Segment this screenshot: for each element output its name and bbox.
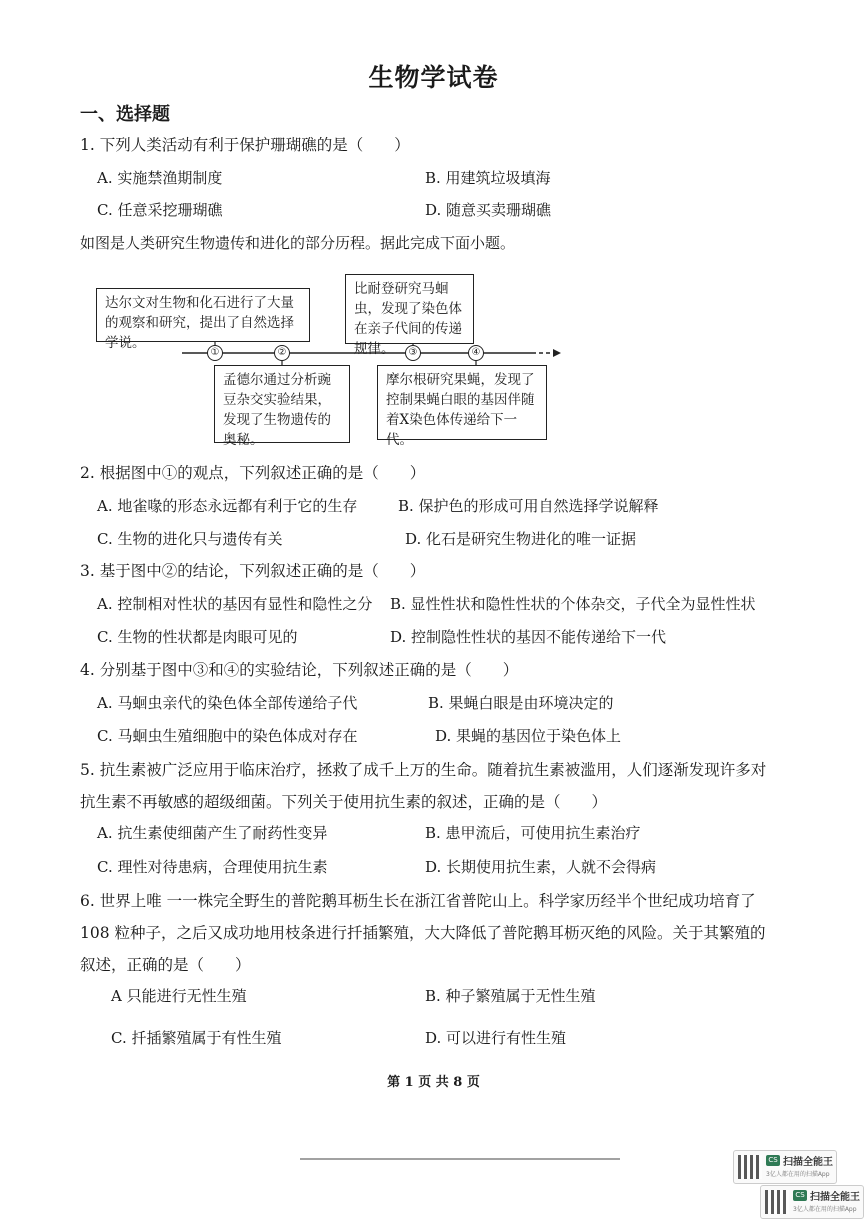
q2-option-c: C. 生物的进化只与遗传有关 [97, 530, 283, 548]
question-2-stem: 2. 根据图中①的观点，下列叙述正确的是（ ） [80, 464, 426, 482]
q6-option-c: C. 扦插繁殖属于有性生殖 [111, 1029, 282, 1047]
q5-option-b: B. 患甲流后，可使用抗生素治疗 [425, 824, 641, 842]
timeline-box-darwin: 达尔文对生物和化石进行了大量的观察和研究，提出了自然选择学说。 [96, 288, 310, 342]
page-title: 生物学试卷 [368, 63, 499, 92]
marker-3: ③ [405, 345, 421, 361]
question-3-stem: 3. 基于图中②的结论，下列叙述正确的是（ ） [80, 562, 426, 580]
q3-option-b: B. 显性性状和隐性性状的个体杂交，子代全为显性性状 [390, 595, 756, 613]
qr-code-icon [738, 1155, 762, 1179]
q4-option-c: C. 马蛔虫生殖细胞中的染色体成对存在 [97, 727, 358, 745]
section-heading: 一、选择题 [80, 104, 170, 125]
question-4-stem: 4. 分别基于图中③和④的实验结论，下列叙述正确的是（ ） [80, 661, 519, 679]
q1-option-b: B. 用建筑垃圾填海 [425, 169, 551, 187]
q5-option-c: C. 理性对待患病，合理使用抗生素 [97, 858, 328, 876]
q4-option-b: B. 果蝇白眼是由环境决定的 [428, 694, 614, 712]
q1-option-a: A. 实施禁渔期制度 [97, 169, 223, 187]
q4-option-d: D. 果蝇的基因位于染色体上 [435, 727, 622, 745]
timeline-box-beneden: 比耐登研究马蛔虫，发现了染色体在亲子代间的传递规律。 [345, 274, 474, 344]
q6-option-d: D. 可以进行有性生殖 [425, 1029, 567, 1047]
scanner-watermark-2 [760, 1185, 864, 1219]
marker-4: ④ [468, 345, 484, 361]
scanner-app-name: 扫描全能王 [810, 1192, 860, 1203]
page-footer: 第 1 页 共 8 页 [387, 1075, 480, 1090]
diagram-intro: 如图是人类研究生物遗传和进化的部分历程。据此完成下面小题。 [80, 234, 516, 252]
marker-2: ② [274, 345, 290, 361]
q4-option-a: A. 马蛔虫亲代的染色体全部传递给子代 [97, 694, 358, 712]
scanner-watermark-1 [733, 1150, 837, 1184]
scanner-app-tagline: 3亿人都在用的扫描App [766, 1171, 830, 1178]
scanner-app-name: 扫描全能王 [783, 1157, 833, 1168]
question-6-stem: 6. 世界上唯 一一株完全野生的普陀鹅耳枥生长在浙江省普陀山上。科学家历经半个世纪成功培育了 108 粒种子，之后又成功地用枝条进行扦插繁殖，大大降低了普陀鹅耳枥灭绝的风险。关于其繁殖的叙述，正确的是（ ） [80, 892, 766, 974]
timeline-box-morgan: 摩尔根研究果蝇，发现了控制果蝇白眼的基因伴随着X染色体传递给下一代。 [377, 365, 547, 440]
q3-option-a: A. 控制相对性状的基因有显性和隐性之分 [97, 595, 373, 613]
q6-option-a: A 只能进行无性生殖 [111, 987, 247, 1005]
cs-logo-icon: CS [766, 1155, 780, 1166]
q2-option-d: D. 化石是研究生物进化的唯一证据 [405, 530, 637, 548]
marker-1: ① [207, 345, 223, 361]
question-5-stem: 5. 抗生素被广泛应用于临床治疗，拯救了成千上万的生命。随着抗生素被滥用，人们逐渐发现许多对抗生素不再敏感的超级细菌。下列关于使用抗生素的叙述，正确的是（ ） [80, 761, 767, 811]
q1-option-c: C. 任意采挖珊瑚礁 [97, 201, 223, 219]
q3-option-d: D. 控制隐性性状的基因不能传递给下一代 [390, 628, 667, 646]
scan-edge-line [300, 1158, 620, 1160]
question-1-stem: 1. 下列人类活动有利于保护珊瑚礁的是（ ） [80, 136, 410, 154]
q3-option-c: C. 生物的性状都是肉眼可见的 [97, 628, 298, 646]
scanner-app-tagline: 3亿人都在用的扫描App [793, 1206, 857, 1213]
q1-option-d: D. 随意买卖珊瑚礁 [425, 201, 552, 219]
q6-option-b: B. 种子繁殖属于无性生殖 [425, 987, 596, 1005]
cs-logo-icon: CS [793, 1190, 807, 1201]
q2-option-a: A. 地雀喙的形态永远都有利于它的生存 [97, 497, 358, 515]
timeline-box-mendel: 孟德尔通过分析豌豆杂交实验结果，发现了生物遗传的奥秘。 [214, 365, 350, 443]
timeline-arrow [553, 349, 561, 357]
q2-option-b: B. 保护色的形成可用自然选择学说解释 [398, 497, 659, 515]
q5-option-a: A. 抗生素使细菌产生了耐药性变异 [97, 824, 328, 842]
q5-option-d: D. 长期使用抗生素，人就不会得病 [425, 858, 657, 876]
qr-code-icon [765, 1190, 789, 1214]
